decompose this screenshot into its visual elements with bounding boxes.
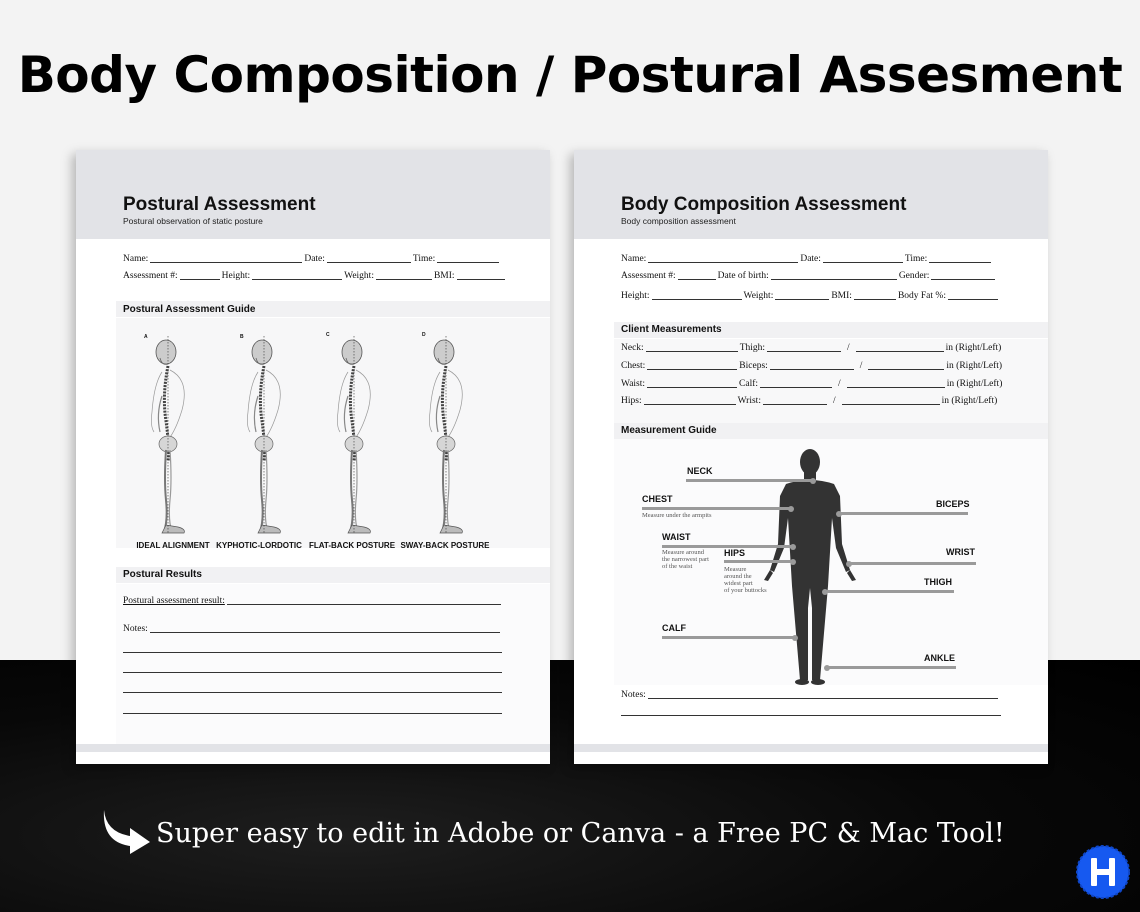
thigh-label: Thigh:	[739, 343, 766, 353]
posture-figures	[130, 336, 530, 538]
result-field[interactable]	[227, 596, 501, 605]
thigh-measure-dot	[822, 589, 828, 595]
notes-field[interactable]	[648, 690, 998, 699]
neck-measure-line	[686, 479, 814, 482]
biceps-label: Biceps:	[739, 361, 768, 371]
measure-row-chest	[621, 361, 1002, 371]
chest-measure-dot	[788, 506, 794, 512]
thigh-left-field[interactable]	[856, 343, 944, 352]
figure-letter-d: D	[422, 332, 426, 338]
biceps-label-guide: BICEPS	[936, 499, 970, 509]
height-field[interactable]	[252, 271, 342, 280]
hips-note-line: of your buttocks	[724, 587, 767, 594]
waist-label-guide: WAIST	[662, 532, 691, 542]
hips-measure-line	[724, 560, 794, 563]
postural-assessment-sheet	[76, 150, 550, 764]
neck-measure-dot	[810, 478, 816, 484]
unit-label: in (Right/Left)	[946, 379, 1003, 389]
calf-measure-line	[662, 636, 794, 639]
ankle-label-guide: ANKLE	[924, 653, 955, 663]
bmi-field[interactable]	[457, 271, 505, 280]
biceps-measure-dot	[836, 511, 842, 517]
waist-note	[662, 549, 709, 570]
result-row	[123, 596, 503, 606]
main-title: Body Composition / Postural Assesment	[17, 46, 1123, 104]
waist-note-line: of the waist	[662, 563, 693, 570]
footer-tagline: Super easy to edit in Adobe or Canva - a Free PC & Mac Tool!	[156, 818, 1005, 849]
body-fat-field[interactable]	[948, 291, 998, 300]
neck-field[interactable]	[646, 343, 738, 352]
thigh-measure-line	[826, 590, 954, 593]
notes-field[interactable]	[150, 624, 500, 633]
time-field[interactable]	[437, 254, 499, 263]
notes-row	[621, 690, 1000, 700]
name-label: Name:	[621, 254, 647, 264]
assessment-label: Assessment #:	[621, 271, 676, 281]
info-row-2	[123, 271, 507, 281]
waist-label: Waist:	[621, 379, 646, 389]
biceps-right-field[interactable]	[770, 361, 854, 370]
gender-field[interactable]	[931, 271, 995, 280]
body-composition-sheet	[574, 150, 1048, 764]
neck-label-guide: NECK	[687, 466, 713, 476]
chest-measure-line	[642, 507, 792, 510]
name-field[interactable]	[150, 254, 302, 263]
sheet-subtitle: Postural observation of static posture	[123, 216, 263, 226]
notes-label: Notes:	[621, 690, 646, 700]
sheet-footer-band	[574, 744, 1048, 752]
hips-note-line: around the	[724, 573, 752, 580]
figure-letter-a: A	[144, 334, 148, 340]
chest-note: Measure under the armpits	[642, 512, 712, 519]
unit-label: in (Right/Left)	[946, 361, 1003, 371]
thigh-label-guide: THIGH	[924, 577, 952, 587]
wrist-right-field[interactable]	[763, 396, 827, 405]
posture-caption-flat-back: FLAT-BACK POSTURE	[308, 541, 396, 550]
date-field[interactable]	[823, 254, 903, 263]
calf-label-guide: CALF	[662, 623, 686, 633]
waist-measure-dot	[790, 544, 796, 550]
chest-label-guide: CHEST	[642, 494, 673, 504]
sheet-footer-band	[76, 744, 550, 752]
height-label: Height:	[621, 291, 650, 301]
time-label: Time:	[904, 254, 928, 264]
gender-label: Gender:	[898, 271, 930, 281]
bmi-label: BMI:	[433, 271, 455, 281]
calf-measure-dot	[792, 635, 798, 641]
curved-arrow-icon	[100, 808, 152, 854]
measure-row-neck	[621, 343, 1001, 353]
weight-label: Weight:	[344, 271, 374, 281]
info-row-1	[123, 254, 501, 264]
wrist-label-guide: WRIST	[946, 547, 975, 557]
hips-note-line: Measure	[724, 566, 747, 573]
info-row-2	[621, 271, 997, 281]
wrist-left-field[interactable]	[842, 396, 940, 405]
weight-field[interactable]	[376, 271, 432, 280]
dob-field[interactable]	[771, 271, 897, 280]
slash: /	[832, 396, 836, 406]
slash: /	[859, 361, 863, 371]
posture-caption-kyphotic: KYPHOTIC-LORDOTIC	[216, 541, 302, 550]
ankle-measure-line	[828, 666, 956, 669]
date-label: Date:	[800, 254, 821, 264]
hips-label: Hips:	[621, 396, 642, 406]
wrist-label: Wrist:	[737, 396, 761, 406]
date-field[interactable]	[327, 254, 411, 263]
results-area	[116, 584, 550, 744]
slash: /	[847, 343, 850, 353]
hips-note-line: widest part	[724, 580, 753, 587]
figure-letter-b: B	[240, 334, 244, 340]
height-label: Height:	[221, 271, 251, 281]
assessment-field[interactable]	[180, 271, 220, 280]
measure-row-waist	[621, 379, 1002, 389]
biceps-measure-line	[838, 512, 968, 515]
section-heading-guide: Measurement Guide	[621, 425, 717, 436]
name-label: Name:	[123, 254, 149, 264]
waist-note-line: the narrowest part	[662, 556, 709, 563]
ankle-measure-dot	[824, 665, 830, 671]
bmi-label: BMI:	[831, 291, 852, 301]
section-heading-results: Postural Results	[123, 569, 202, 580]
calf-left-field[interactable]	[847, 379, 945, 388]
info-row-1	[621, 254, 993, 264]
hips-note	[724, 566, 767, 594]
result-label: Postural assessment result:	[123, 596, 225, 606]
dob-label: Date of birth:	[717, 271, 769, 281]
bmi-field[interactable]	[854, 291, 896, 300]
section-heading-measurements: Client Measurements	[621, 324, 722, 335]
wrist-measure-line	[848, 562, 976, 565]
notes-label: Notes:	[123, 624, 148, 634]
sheet-title: Postural Assessment	[123, 194, 316, 215]
sheet-subtitle: Body composition assessment	[621, 216, 736, 226]
posture-caption-ideal: IDEAL ALIGNMENT	[136, 541, 210, 550]
assessment-label: Assessment #:	[123, 271, 178, 281]
assessment-field[interactable]	[678, 271, 716, 280]
height-field[interactable]	[652, 291, 742, 300]
measure-row-hips	[621, 396, 997, 406]
chest-field[interactable]	[647, 361, 737, 370]
weight-label: Weight:	[743, 291, 774, 301]
weight-field[interactable]	[775, 291, 829, 300]
time-label: Time:	[412, 254, 436, 264]
date-label: Date:	[304, 254, 325, 264]
section-heading-guide: Postural Assessment Guide	[123, 304, 256, 315]
calf-label: Calf:	[739, 379, 759, 389]
info-row-3	[621, 291, 1000, 301]
chest-label: Chest:	[621, 361, 646, 371]
hips-measure-dot	[790, 559, 796, 565]
sheet-title: Body Composition Assessment	[621, 194, 907, 215]
time-field[interactable]	[929, 254, 991, 263]
notes-line[interactable]	[123, 692, 502, 693]
human-silhouette	[760, 448, 860, 686]
slash: /	[838, 379, 841, 389]
wrist-measure-dot	[846, 561, 852, 567]
notes-row	[123, 624, 502, 634]
posture-caption-sway-back: SWAY-BACK POSTURE	[400, 541, 490, 550]
brand-h-badge-icon[interactable]	[1076, 845, 1130, 899]
neck-label: Neck:	[621, 343, 644, 353]
calf-right-field[interactable]	[760, 379, 832, 388]
hips-label-guide: HIPS	[724, 548, 746, 558]
notes-line[interactable]	[123, 672, 502, 673]
thigh-right-field[interactable]	[767, 343, 841, 352]
hips-field[interactable]	[644, 396, 736, 405]
unit-label: in (Right/Left)	[941, 396, 998, 406]
notes-line[interactable]	[621, 715, 1001, 716]
biceps-left-field[interactable]	[868, 361, 944, 370]
waist-field[interactable]	[647, 379, 737, 388]
name-field[interactable]	[648, 254, 798, 263]
figure-letter-c: C	[326, 332, 330, 338]
body-fat-label: Body Fat %:	[897, 291, 946, 301]
notes-line[interactable]	[123, 652, 502, 653]
waist-note-line: Measure around	[662, 549, 705, 556]
unit-label: in (Right/Left)	[945, 343, 1002, 353]
notes-line[interactable]	[123, 713, 502, 714]
